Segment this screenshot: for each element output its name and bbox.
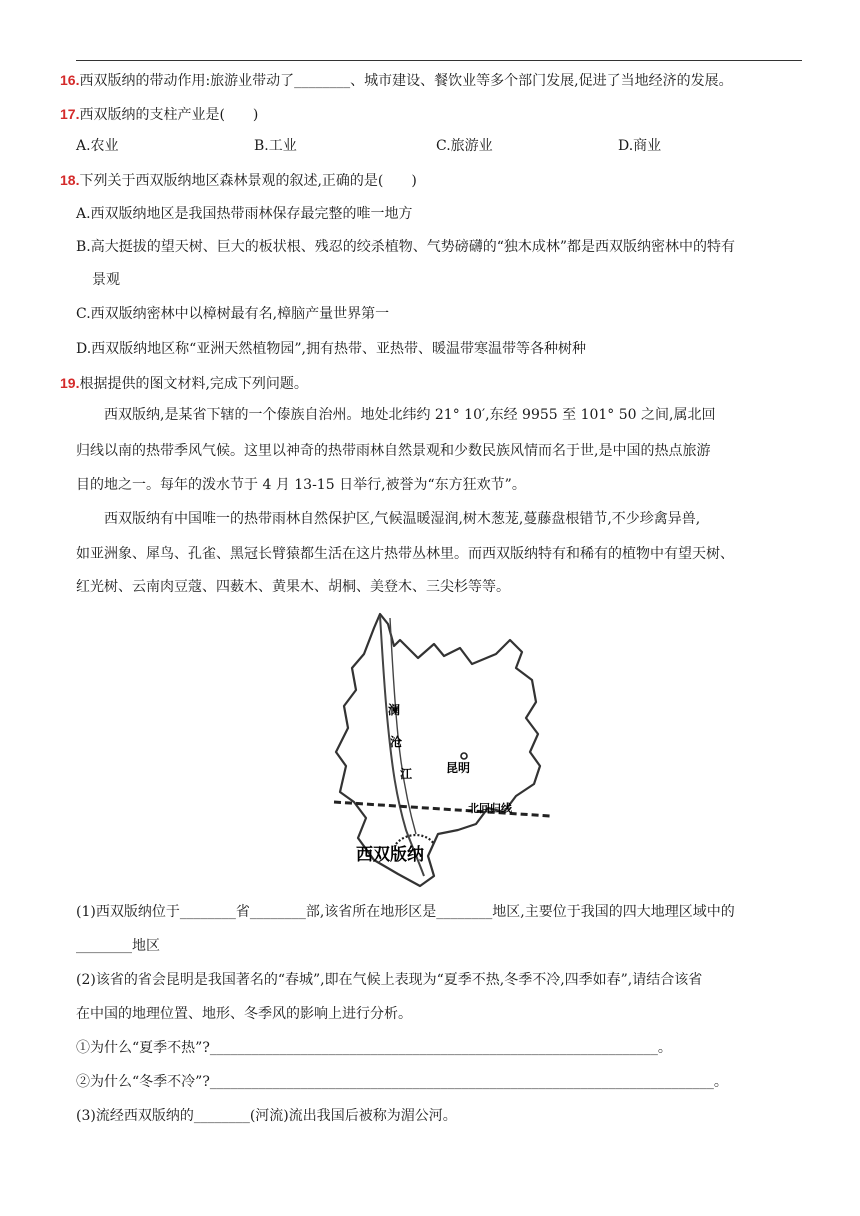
header-rule bbox=[76, 60, 802, 61]
tropic-line bbox=[334, 802, 550, 816]
passage-line: 归线以南的热带季风气候。这里以神奇的热带雨林自然景观和少数民族风情而名于世,是中国的热点旅游 bbox=[76, 443, 711, 459]
subquestion-1: (1)西双版纳位于________省________部,该省所在地形区是________地区,主要位于我国的四大地理区域中的 bbox=[76, 904, 735, 920]
subquestion-3: (3)流经西双版纳的________(河流)流出我国后被称为湄公河。 bbox=[76, 1108, 457, 1124]
subquestion-2-cont: 在中国的地理位置、地形、冬季风的影响上进行分析。 bbox=[76, 1006, 412, 1022]
passage-line: 红光树、云南肉豆蔻、四薮木、黄果木、胡桐、美登木、三尖杉等等。 bbox=[76, 579, 510, 595]
option-c: C.西双版纳密林中以樟树最有名,樟脑产量世界第一 bbox=[76, 306, 390, 322]
kunming-marker bbox=[461, 753, 467, 759]
subquestion-2a: ①为什么“夏季不热”?________________________________________________________________。 bbox=[76, 1040, 672, 1056]
question-number: 16. bbox=[60, 72, 80, 88]
question-number: 18. bbox=[60, 172, 80, 188]
option-a: A.西双版纳地区是我国热带雨林保存最完整的唯一地方 bbox=[76, 206, 413, 222]
question-17 bbox=[60, 104, 258, 125]
option-d: D.西双版纳地区称“亚洲天然植物园”,拥有热带、亚热带、暖温带寒温带等各种树种 bbox=[76, 341, 586, 357]
xishuangbanna-boundary bbox=[396, 835, 434, 844]
question-text: 西双版纳的支柱产业是( ) bbox=[79, 107, 259, 123]
subquestion-2: (2)该省的省会昆明是我国著名的“春城”,即在气候上表现为“夏季不热,冬季不冷,四季如春”,请结合该省 bbox=[76, 972, 703, 988]
option-c: C.旅游业 bbox=[436, 138, 493, 154]
question-number: 17. bbox=[60, 106, 80, 122]
question-16 bbox=[60, 70, 733, 91]
question-text: 根据提供的图文材料,完成下列问题。 bbox=[79, 376, 308, 392]
city-label: 昆明 bbox=[446, 761, 471, 775]
passage-line: 西双版纳,是某省下辖的一个傣族自治州。地处北纬约 21° 10′,东经 9955 至 101° 50 之间,属北回 bbox=[104, 407, 716, 423]
option-a: A.农业 bbox=[76, 138, 119, 154]
question-number: 19. bbox=[60, 375, 80, 391]
question-19 bbox=[60, 373, 308, 394]
river-char: 沧 bbox=[390, 735, 403, 749]
option-b: B.高大挺拔的望天树、巨大的板状根、残忍的绞杀植物、气势磅礴的“独木成林”都是西双版纳密林中的特有 bbox=[76, 239, 736, 255]
passage-line: 如亚洲象、犀鸟、孔雀、黑冠长臂猿都生活在这片热带丛林里。而西双版纳特有和稀有的植物中有望天树、 bbox=[76, 546, 734, 562]
passage-line: 西双版纳有中国唯一的热带雨林自然保护区,气候温暖湿润,树木葱茏,蔓藤盘根错节,不少珍禽异兽, bbox=[104, 511, 701, 527]
river-char: 江 bbox=[400, 767, 413, 781]
question-18 bbox=[60, 170, 417, 191]
option-b-cont: 景观 bbox=[92, 272, 120, 288]
subquestion-2b: ②为什么“冬季不冷”?________________________________________________________________________。 bbox=[76, 1074, 728, 1090]
lancang-river-bank bbox=[390, 618, 416, 834]
option-d: D.商业 bbox=[618, 138, 662, 154]
subquestion-1-cont: ________地区 bbox=[76, 938, 160, 954]
tropic-label: 北回归线 bbox=[468, 803, 512, 815]
river-char: 澜 bbox=[388, 703, 401, 717]
yunnan-map bbox=[326, 606, 550, 890]
region-label: 西双版纳 bbox=[356, 845, 424, 864]
passage-line: 目的地之一。每年的泼水节于 4 月 13-15 日举行,被誉为“东方狂欢节”。 bbox=[76, 477, 526, 493]
option-b: B.工业 bbox=[254, 138, 297, 154]
question-text: 下列关于西双版纳地区森林景观的叙述,正确的是( ) bbox=[79, 173, 417, 189]
question-text: 西双版纳的带动作用:旅游业带动了________、城市建设、餐饮业等多个部门发展,促进了当地经济的发展。 bbox=[79, 73, 733, 89]
